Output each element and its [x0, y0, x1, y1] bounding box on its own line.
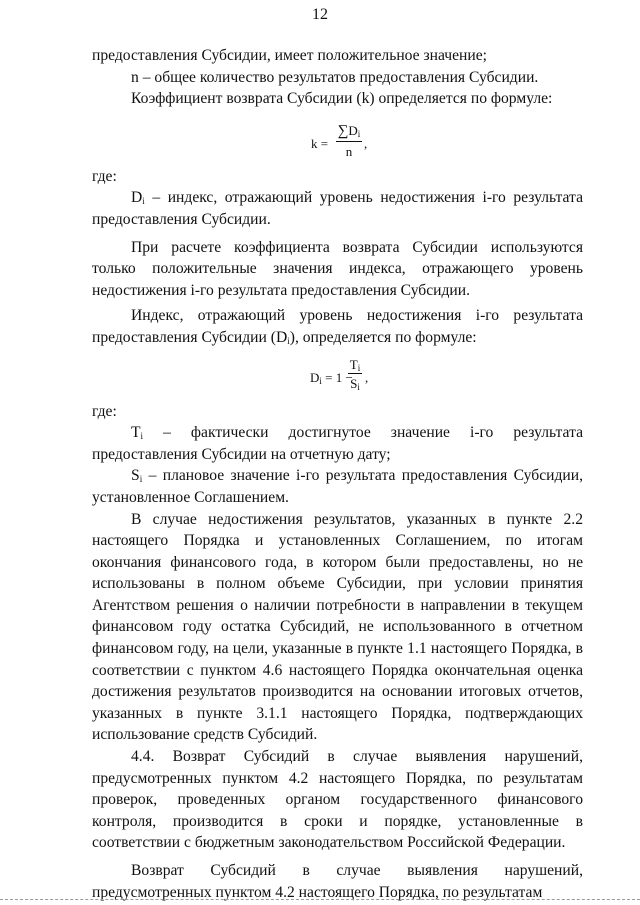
formula-tail: ,	[365, 369, 369, 385]
formula-fraction	[348, 358, 362, 390]
sum-sign: ∑	[337, 122, 349, 139]
symbol-var: T	[131, 424, 141, 442]
paragraph	[92, 422, 583, 465]
lhs-var: D	[310, 369, 320, 385]
formula-denominator: n	[345, 143, 353, 159]
paragraph-text: Индекс, отражающий уровень недостижения i-го результата предоставления Субсидии (D	[92, 307, 583, 346]
formula-d	[92, 349, 583, 403]
symbol-sub: i	[142, 196, 145, 207]
paragraph: Коэффициент возврата Субсидии (k) определяется по формуле:	[131, 90, 553, 108]
formula-lhs	[310, 371, 353, 384]
paragraph-text: – плановое значение i-го результата предоставления Субсидии, установленное Соглашением.	[92, 467, 583, 506]
numerator-var: D	[348, 122, 358, 138]
body-text	[92, 45, 583, 903]
paragraph: При расчете коэффициента возврата Субсидии используются только положительные значения индекса, отражающего уровень недостижения i-го результата предоставления Субсидии.	[92, 238, 583, 299]
paragraph: 4.4. Возврат Субсидий в случае выявления нарушений, предусмотренных пунктом 4.2 настоящего Порядка, по результатам проверок, проведенных органом государственного финансового контроля, производится в сроки и порядке, установленные в соответствии с бюджетным законодательством Российской Федерации.	[92, 748, 583, 852]
lhs-sub: i	[319, 375, 322, 386]
formula-numerator	[348, 358, 362, 371]
formula-tail: ,	[364, 135, 368, 151]
paragraph: Возврат Субсидий в случае выявления нарушений, предусмотренных пунктом 4.2 настоящего Порядка, по результатам	[92, 862, 583, 901]
paragraph	[92, 187, 583, 230]
symbol-sub: i	[140, 431, 144, 442]
paragraph-text: ), определяется по формуле:	[289, 328, 477, 346]
paragraph-text: – фактически достигнутое значение i-го результата предоставления Субсидии на отчетную дату;	[92, 424, 583, 463]
fraction-bar	[336, 141, 362, 142]
symbol-sub: i	[139, 474, 143, 485]
paragraph: где:	[92, 402, 117, 420]
formula-numerator	[336, 124, 362, 139]
symbol-var: S	[131, 467, 140, 485]
symbol-var: D	[131, 189, 143, 207]
formula-lhs: k =	[311, 135, 329, 151]
formula-denominator	[348, 377, 362, 390]
numerator-var: T	[349, 356, 358, 372]
paragraph: n – общее количество результатов предоставления Субсидии.	[131, 68, 539, 86]
denominator-var: S	[350, 375, 358, 391]
symbol-sub: i	[287, 335, 290, 346]
paragraph-text: – индекс, отражающий уровень недостижения i-го результата предоставления Субсидии.	[92, 189, 583, 228]
lhs-mid: = 1 −	[321, 369, 353, 385]
formula-k	[92, 110, 583, 168]
paragraph: В случае недостижения результатов, указанных в пункте 2.2 настоящего Порядка и установленных Соглашением, по итогам окончания финансового года, в котором были предоставлены, но не использованы в полном объеме Субсидии, при условии принятия Агентством решения о наличии потребности в направлении в текущем финансовом году остатка Субсидий, не использованного в отчетном финансовом году, на цели, указанные в пункте 1.1 настоящего Порядка, в соответствии с пунктом 4.6 настоящего Порядка окончательная оценка достижения результатов производится на основании итоговых отчетов, указанных в пункте 3.1.1 настоящего Порядка, подтверждающих использование средств Субсидий.	[92, 510, 583, 744]
formula-fraction	[336, 124, 362, 158]
paragraph	[92, 465, 583, 508]
page-bottom-edge	[0, 899, 640, 900]
paragraph: предоставления Субсидии, имеет положительное значение;	[92, 47, 487, 64]
numerator-sub: i	[357, 128, 361, 139]
page-number: 12	[312, 6, 328, 23]
fraction-bar	[348, 373, 362, 374]
numerator-sub: i	[357, 362, 361, 373]
paragraph	[92, 305, 583, 348]
paragraph: где:	[92, 167, 117, 185]
denominator-sub: i	[357, 381, 360, 392]
